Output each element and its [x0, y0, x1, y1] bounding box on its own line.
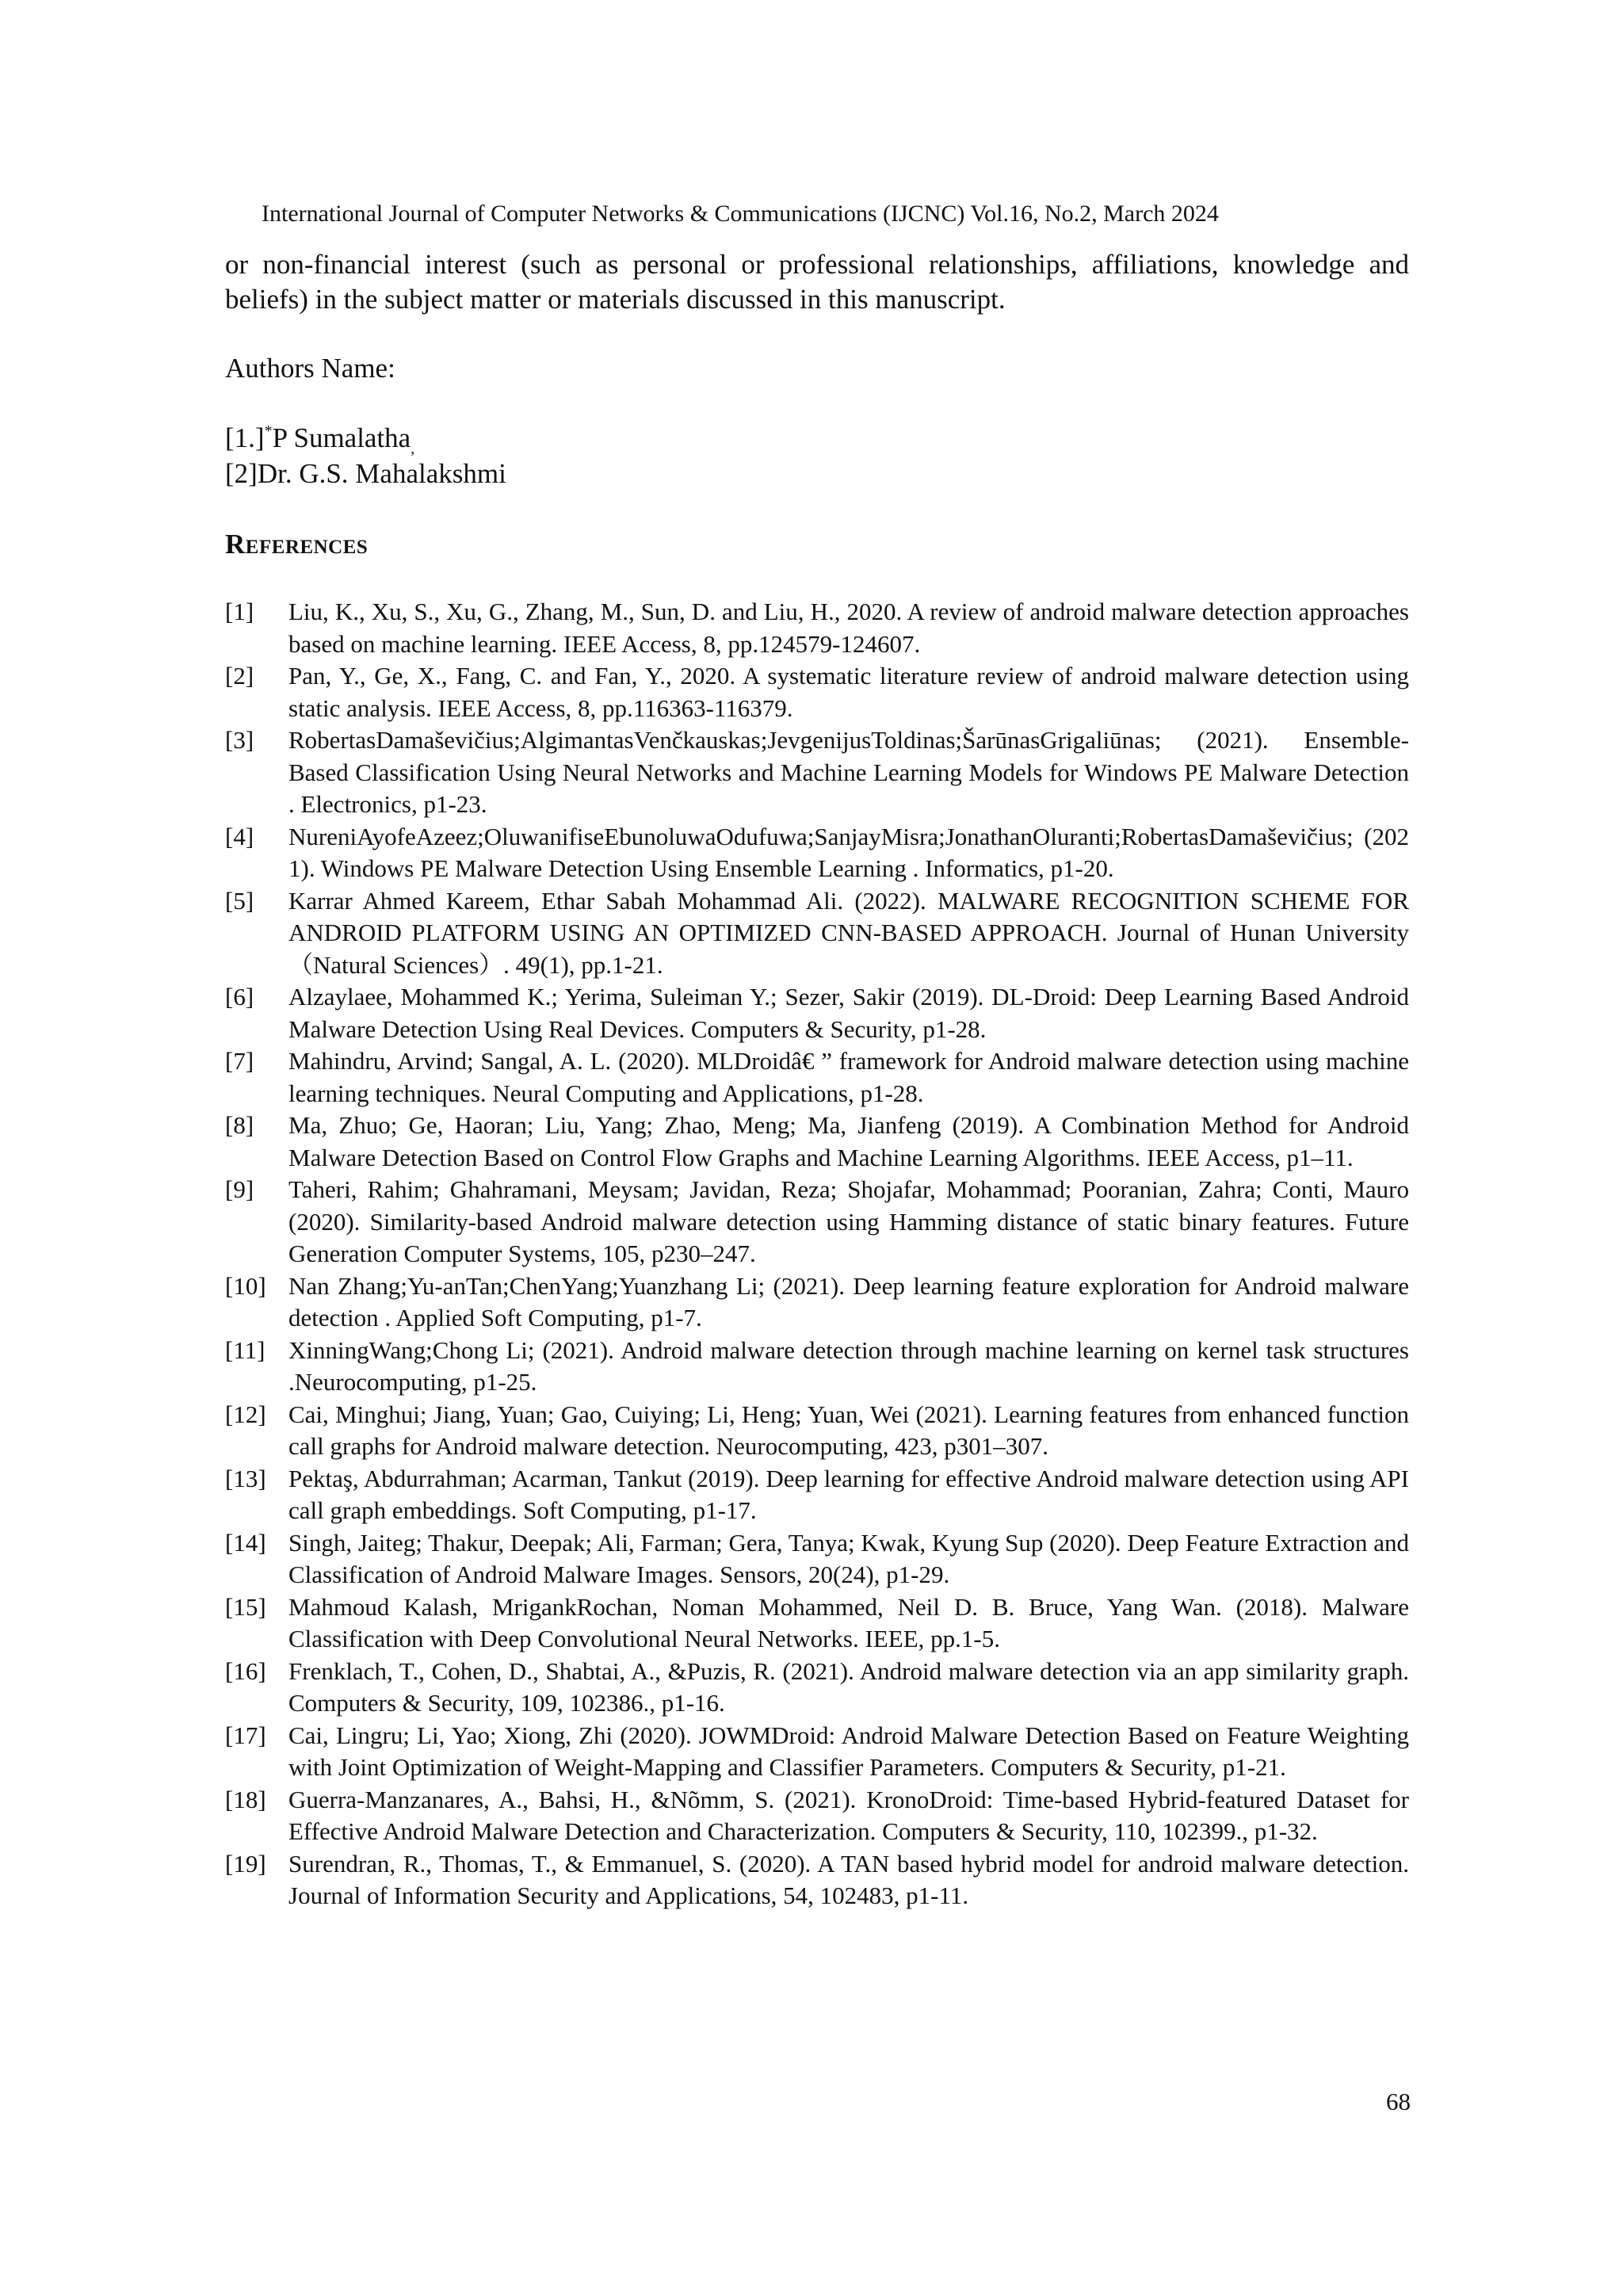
reference-item [225, 1848, 1409, 1912]
reference-text: Mahindru, Arvind; Sangal, A. L. (2020). MLDroidâ€ ” framework for Android malware detection using machine learning techniques. Neural Computing and Applications, p1-28. [288, 1047, 1409, 1107]
reference-text: Singh, Jaiteg; Thakur, Deepak; Ali, Farman; Gera, Tanya; Kwak, Kyung Sup (2020). Deep Feature Extraction and Classification of Android Malware Images. Sensors, 20(24), p1-29. [288, 1528, 1409, 1588]
reference-number: [2] [225, 662, 254, 690]
reference-list [225, 596, 1409, 1912]
reference-text: Pan, Y., Ge, X., Fang, C. and Fan, Y., 2020. A systematic literature review of android malware detection using static analysis. IEEE Access, 8, pp.116363-116379. [288, 662, 1409, 722]
author-2-prefix: [2] [225, 458, 258, 489]
reference-item [225, 1110, 1409, 1174]
reference-text: Guerra-Manzanares, A., Bahsi, H., &Nõmm, S. (2021). KronoDroid: Time-based Hybrid-featured Dataset for Effective Android Malware Detection and Characterization. Computers & Security, 110, 102399., p1-32. [288, 1785, 1409, 1845]
reference-text: Surendran, R., Thomas, T., & Emmanuel, S. (2020). A TAN based hybrid model for android malware detection. Journal of Information Security and Applications, 54, 102483, p1-11. [288, 1849, 1409, 1909]
reference-text: RobertasDamaševičius;AlgimantasVenčkauskas;JevgenijusToldinas;ŠarūnasGrigaliūnas; (2021). Ensemble-Based Classification Using Neural Networks and Machine Learning Models for Windows PE Malware Detection . Electronics, p1-23. [288, 726, 1409, 818]
reference-text: Nan Zhang;Yu-anTan;ChenYang;Yuanzhang Li; (2021). Deep learning feature exploration for Android malware detection . Applied Soft Computing, p1-7. [288, 1271, 1409, 1331]
reference-number: [13] [225, 1464, 266, 1492]
reference-item [225, 1720, 1409, 1784]
reference-text: XinningWang;Chong Li; (2021). Android malware detection through machine learning on kernel task structures .Neurocomputing, p1-25. [288, 1335, 1409, 1396]
reference-number: [3] [225, 726, 254, 754]
reference-number: [4] [225, 822, 254, 850]
reference-item [225, 1591, 1409, 1656]
reference-text: Cai, Lingru; Li, Yao; Xiong, Zhi (2020). JOWMDroid: Android Malware Detection Based on Feature Weighting with Joint Optimization of Weight-Mapping and Classifier Parameters. Computers & Security, p1-21. [288, 1721, 1409, 1781]
author-entry-2 [225, 457, 506, 491]
reference-number: [7] [225, 1047, 254, 1075]
reference-number: [19] [225, 1849, 266, 1878]
reference-text: Mahmoud Kalash, MrigankRochan, Noman Mohammed, Neil D. B. Bruce, Yang Wan. (2018). Malware Classification with Deep Convolutional Neural Networks. IEEE, pp.1-5. [288, 1592, 1409, 1652]
author-2-name: Dr. G.S. Mahalakshmi [257, 458, 506, 489]
author-1-sub: , [411, 440, 415, 457]
reference-number: [11] [225, 1335, 265, 1364]
reference-text: Pektaş, Abdurrahman; Acarman, Tankut (2019). Deep learning for effective Android malware detection using API call graph embeddings. Soft Computing, p1-17. [288, 1464, 1409, 1524]
author-1-name: P Sumalatha [272, 422, 411, 453]
reference-item [225, 1399, 1409, 1463]
reference-number: [9] [225, 1175, 254, 1203]
references-heading: References [225, 529, 369, 560]
reference-item [225, 1527, 1409, 1591]
reference-number: [17] [225, 1721, 266, 1749]
running-header: International Journal of Computer Networks & Communications (IJCNC) Vol.16, No.2, March 2024 [262, 201, 1219, 227]
reference-item [225, 821, 1409, 885]
reference-item [225, 1270, 1409, 1335]
reference-text: Frenklach, T., Cohen, D., Shabtai, A., &Puzis, R. (2021). Android malware detection via an app similarity graph. Computers & Security, 109, 102386., p1-16. [288, 1656, 1409, 1717]
reference-text: Alzaylaee, Mohammed K.; Yerima, Suleiman Y.; Sezer, Sakir (2019). DL-Droid: Deep Learning Based Android Malware Detection Using Real Devices. Computers & Security, p1-28. [288, 983, 1409, 1043]
reference-item [225, 981, 1409, 1045]
reference-item [225, 885, 1409, 982]
reference-number: [16] [225, 1656, 266, 1685]
reference-number: [6] [225, 983, 254, 1010]
reference-number: [5] [225, 886, 254, 915]
reference-text: Cai, Minghui; Jiang, Yuan; Gao, Cuiying; Li, Heng; Yuan, Wei (2021). Learning features from enhanced function call graphs for Android malware detection. Neurocomputing, 423, p301–307. [288, 1400, 1409, 1460]
author-1-prefix: [1.] [225, 422, 265, 453]
reference-text: NureniAyofeAzeez;OluwanifiseEbunoluwaOdufuwa;SanjayMisra;JonathanOluranti;RobertasDamaševičius; (2021). Windows PE Malware Detection Using Ensemble Learning . Informatics, p1-20. [288, 822, 1409, 882]
reference-item [225, 1045, 1409, 1110]
intro-paragraph: or non-financial interest (such as personal or professional relationships, affiliations, knowledge and beliefs) in the subject matter or materials discussed in this manuscript. [225, 249, 1409, 315]
reference-item [225, 1335, 1409, 1399]
reference-item [225, 660, 1409, 724]
reference-text: Karrar Ahmed Kareem, Ethar Sabah Mohammad Ali. (2022). MALWARE RECOGNITION SCHEME FOR ANDROID PLATFORM USING AN OPTIMIZED CNN-BASED APPROACH. Journal of Hunan University（Natural Sciences）. 49(1), pp.1-21. [288, 886, 1409, 979]
reference-number: [14] [225, 1528, 266, 1557]
reference-item [225, 596, 1409, 660]
reference-text: Liu, K., Xu, S., Xu, G., Zhang, M., Sun, D. and Liu, H., 2020. A review of android malware detection approaches based on machine learning. IEEE Access, 8, pp.124579-124607. [288, 598, 1409, 658]
reference-number: [18] [225, 1785, 266, 1813]
reference-number: [10] [225, 1271, 266, 1300]
authors-label: Authors Name: [225, 353, 395, 384]
author-1-asterisk: * [264, 422, 273, 440]
reference-item [225, 1784, 1409, 1848]
reference-item [225, 1174, 1409, 1270]
reference-item [225, 724, 1409, 821]
page-number: 68 [1386, 2088, 1411, 2115]
reference-number: [12] [225, 1400, 266, 1428]
reference-item [225, 1463, 1409, 1527]
reference-number: [8] [225, 1111, 254, 1139]
reference-item [225, 1656, 1409, 1720]
reference-text: Taheri, Rahim; Ghahramani, Meysam; Javidan, Reza; Shojafar, Mohammad; Pooranian, Zahra; Conti, Mauro (2020). Similarity-based Android malware detection using Hamming distance of static binary features. Future Generation Computer Systems, 105, p230–247. [288, 1175, 1409, 1267]
reference-text: Ma, Zhuo; Ge, Haoran; Liu, Yang; Zhao, Meng; Ma, Jianfeng (2019). A Combination Method for Android Malware Detection Based on Control Flow Graphs and Machine Learning Algorithms. IEEE Access, p1–11. [288, 1111, 1409, 1171]
author-entry-1 [225, 421, 414, 456]
reference-number: [15] [225, 1592, 266, 1621]
reference-number: [1] [225, 598, 254, 625]
